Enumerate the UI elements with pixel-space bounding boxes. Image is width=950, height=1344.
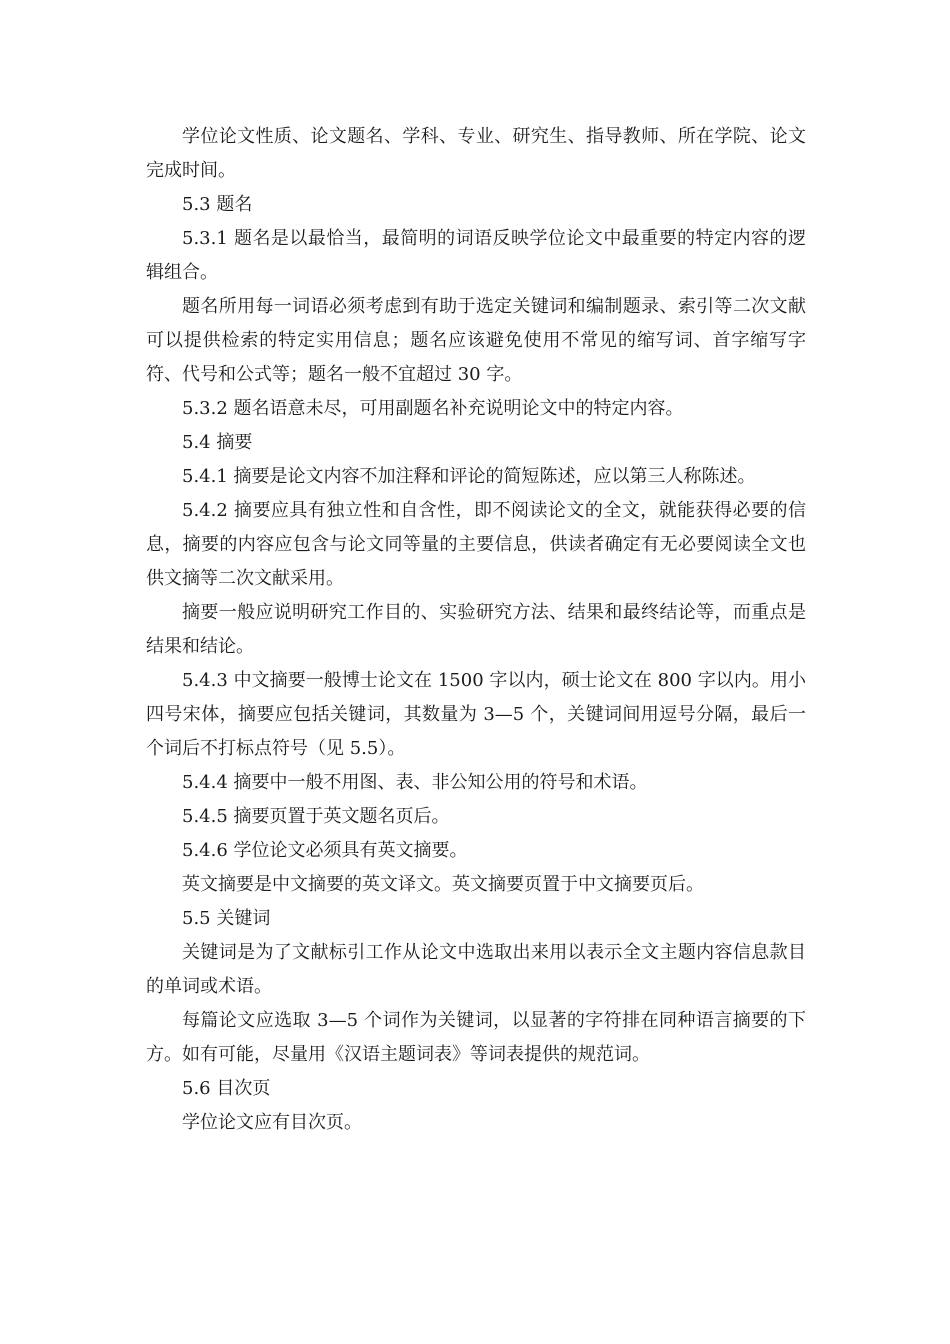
heading-5-4: 5.4 摘要 (182, 432, 253, 453)
paragraph-5-4-1: 5.4.1 摘要是论文内容不加注释和评论的简短陈述，应以第三人称陈述。 (182, 466, 756, 487)
paragraph-5-4-5: 5.4.5 摘要页置于英文题名页后。 (182, 806, 450, 827)
paragraph-5-4-2: 5.4.2 摘要应具有独立性和自含性，即不阅读论文的全文，就能获得必要的信息，摘要的内容应包含与论文同等量的主要信息，供读者确定有无必要阅读全文也供文摘等二次文献采用。 (146, 500, 806, 589)
heading-5-6: 5.6 目次页 (182, 1078, 271, 1099)
paragraph-5-4-4: 5.4.4 摘要中一般不用图、表、非公知公用的符号和术语。 (182, 772, 648, 793)
paragraph-abstract-content: 摘要一般应说明研究工作目的、实验研究方法、结果和最终结论等，而重点是结果和结论。 (146, 602, 806, 657)
body-text (146, 120, 806, 1140)
paragraph-contents-page: 学位论文应有目次页。 (182, 1112, 362, 1133)
paragraph-english-abstract: 英文摘要是中文摘要的英文译文。英文摘要页置于中文摘要页后。 (182, 874, 704, 895)
paragraph-title-words: 题名所用每一词语必须考虑到有助于选定关键词和编制题录、索引等二次文献可以提供检索的特定实用信息；题名应该避免使用不常见的缩写词、首字缩写字符、代号和公式等；题名一般不宜超过 30 字。 (146, 296, 806, 385)
paragraph-5-4-3: 5.4.3 中文摘要一般博士论文在 1500 字以内，硕士论文在 800 字以内。用小四号宋体，摘要应包括关键词，其数量为 3—5 个，关键词间用逗号分隔，最后一个词后不打标点符号（见 5.5）。 (146, 670, 806, 759)
paragraph-keywords-definition: 关键词是为了文献标引工作从论文中选取出来用以表示全文主题内容信息款目的单词或术语。 (146, 942, 806, 997)
paragraph-continuation: 学位论文性质、论文题名、学科、专业、研究生、指导教师、所在学院、论文完成时间。 (146, 126, 806, 181)
heading-5-5: 5.5 关键词 (182, 908, 271, 929)
paragraph-5-4-6: 5.4.6 学位论文必须具有英文摘要。 (182, 840, 468, 861)
paragraph-5-3-2: 5.3.2 题名语意未尽，可用副题名补充说明论文中的特定内容。 (182, 398, 684, 419)
paragraph-keywords-selection: 每篇论文应选取 3—5 个词作为关键词，以显著的字符排在同种语言摘要的下方。如有可能，尽量用《汉语主题词表》等词表提供的规范词。 (146, 1010, 806, 1065)
paragraph-5-3-1: 5.3.1 题名是以最恰当，最简明的词语反映学位论文中最重要的特定内容的逻辑组合。 (146, 228, 806, 283)
heading-5-3: 5.3 题名 (182, 194, 253, 215)
